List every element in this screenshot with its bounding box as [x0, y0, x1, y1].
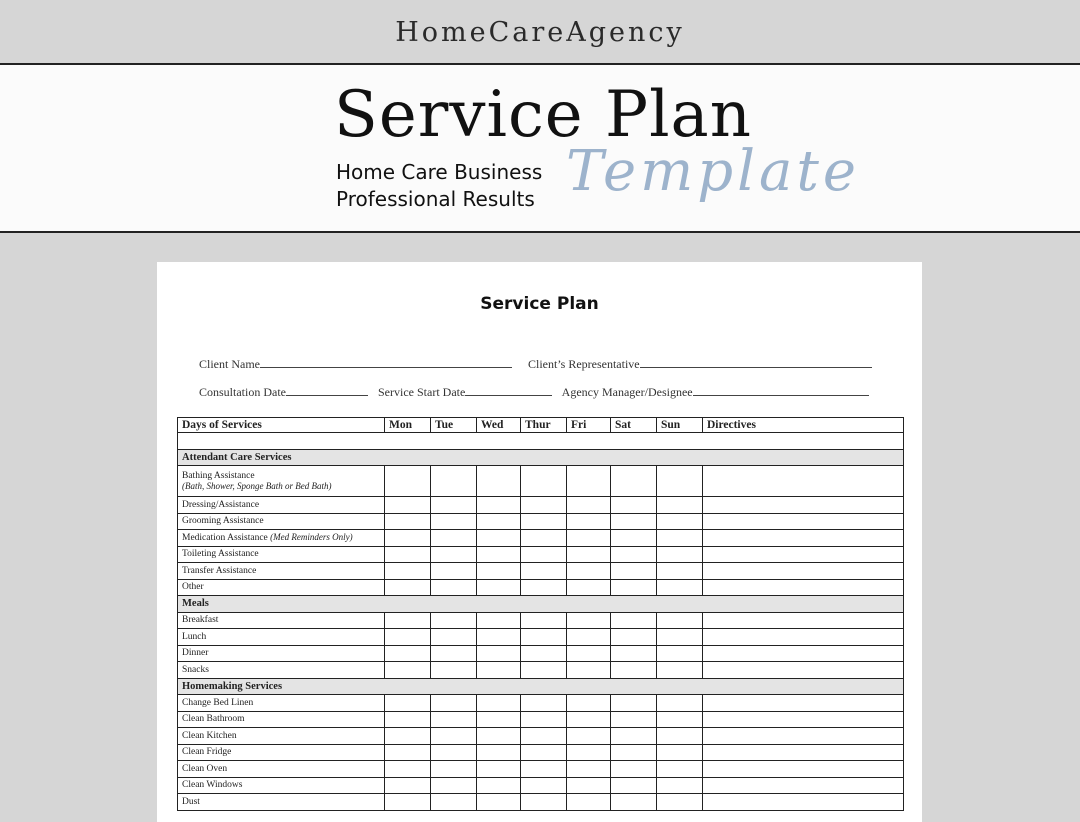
day-cell [477, 513, 521, 530]
day-cell [431, 497, 477, 514]
day-cell [431, 777, 477, 794]
banner-subtitle-line-2: Professional Results [336, 187, 535, 211]
table-body [178, 433, 904, 811]
table-row [178, 579, 904, 596]
service-label [178, 546, 385, 563]
service-label [178, 466, 385, 497]
section-title: Attendant Care Services [178, 449, 904, 466]
day-cell [477, 546, 521, 563]
day-cell [385, 695, 431, 712]
day-cell [567, 466, 611, 497]
day-cell [385, 662, 431, 679]
day-cell [477, 563, 521, 580]
day-cell [385, 546, 431, 563]
field-row-2 [199, 385, 869, 400]
day-cell [657, 612, 703, 629]
day-cell [567, 728, 611, 745]
section-header-row [178, 449, 904, 466]
day-cell [477, 662, 521, 679]
service-name: Toileting Assistance [182, 549, 259, 560]
service-note: (Bath, Shower, Sponge Bath or Bed Bath) [182, 480, 332, 491]
directives-cell [703, 695, 904, 712]
day-cell [521, 466, 567, 497]
day-cell [477, 645, 521, 662]
day-cell [521, 497, 567, 514]
directives-cell [703, 546, 904, 563]
day-cell [477, 728, 521, 745]
day-cell [477, 761, 521, 778]
service-label [178, 530, 385, 547]
day-cell [611, 497, 657, 514]
day-cell [521, 662, 567, 679]
day-cell [385, 530, 431, 547]
banner-subtitle [336, 159, 542, 213]
day-cell [657, 794, 703, 811]
day-cell [431, 513, 477, 530]
day-cell [567, 579, 611, 596]
directives-cell [703, 777, 904, 794]
day-cell [611, 777, 657, 794]
day-cell [431, 711, 477, 728]
service-label [178, 728, 385, 745]
table-row [178, 777, 904, 794]
service-label [178, 629, 385, 646]
day-cell [385, 497, 431, 514]
day-cell [611, 695, 657, 712]
service-name: Dinner [182, 648, 209, 659]
day-cell [611, 563, 657, 580]
day-cell [477, 777, 521, 794]
service-label [178, 645, 385, 662]
banner-script-word: Template [566, 139, 861, 204]
day-cell [431, 612, 477, 629]
service-label [178, 612, 385, 629]
day-cell [657, 629, 703, 646]
directives-cell [703, 497, 904, 514]
day-cell [385, 794, 431, 811]
day-cell [477, 744, 521, 761]
day-cell [385, 645, 431, 662]
day-cell [521, 711, 567, 728]
day-cell [567, 563, 611, 580]
service-note: (Med Reminders Only) [270, 532, 353, 543]
day-cell [385, 612, 431, 629]
day-cell [657, 546, 703, 563]
day-cell [611, 761, 657, 778]
service-name: Lunch [182, 631, 207, 642]
table-header-row [178, 418, 904, 433]
day-cell [567, 662, 611, 679]
day-cell [611, 513, 657, 530]
service-label [178, 761, 385, 778]
day-cell [477, 695, 521, 712]
service-name: Dust [182, 796, 200, 807]
day-cell [521, 777, 567, 794]
service-label [178, 497, 385, 514]
day-cell [611, 711, 657, 728]
col-days-of-services: Days of Services [178, 418, 385, 433]
day-cell [385, 579, 431, 596]
agency-manager-line [693, 385, 869, 396]
day-cell [657, 695, 703, 712]
day-cell [521, 645, 567, 662]
day-cell [431, 728, 477, 745]
table-row [178, 744, 904, 761]
day-cell [657, 513, 703, 530]
day-cell [431, 563, 477, 580]
day-cell [431, 546, 477, 563]
day-cell [611, 728, 657, 745]
table-row [178, 761, 904, 778]
day-cell [477, 794, 521, 811]
day-cell [521, 546, 567, 563]
day-cell [611, 794, 657, 811]
day-cell [431, 530, 477, 547]
table-row [178, 645, 904, 662]
table-row [178, 711, 904, 728]
service-name: Clean Fridge [182, 747, 232, 758]
consultation-date-line [286, 385, 368, 396]
banner-title: Service Plan [334, 78, 752, 152]
day-cell [385, 629, 431, 646]
service-label [178, 695, 385, 712]
directives-cell [703, 530, 904, 547]
table-row [178, 728, 904, 745]
day-cell [477, 466, 521, 497]
service-label [178, 563, 385, 580]
table-row [178, 497, 904, 514]
directives-cell [703, 728, 904, 745]
section-title: Homemaking Services [178, 678, 904, 695]
day-cell [477, 711, 521, 728]
day-cell [567, 695, 611, 712]
col-thur: Thur [521, 418, 567, 433]
day-cell [431, 662, 477, 679]
directives-cell [703, 744, 904, 761]
service-name: Clean Windows [182, 780, 243, 791]
service-name: Change Bed Linen [182, 697, 254, 708]
client-representative-label: Client’s Representative [527, 357, 640, 371]
client-name-label: Client Name [199, 357, 260, 371]
directives-cell [703, 612, 904, 629]
table-row [178, 466, 904, 497]
day-cell [657, 711, 703, 728]
day-cell [385, 711, 431, 728]
day-cell [431, 466, 477, 497]
service-start-date-label: Service Start Date [378, 385, 466, 399]
service-name: Clean Bathroom [182, 714, 245, 725]
service-label [178, 513, 385, 530]
day-cell [657, 777, 703, 794]
day-cell [385, 728, 431, 745]
day-cell [657, 728, 703, 745]
table-spacer-row [178, 433, 904, 450]
table-row [178, 612, 904, 629]
day-cell [521, 695, 567, 712]
col-sat: Sat [611, 418, 657, 433]
service-name: Bathing Assistance [182, 470, 255, 481]
directives-cell [703, 645, 904, 662]
day-cell [567, 530, 611, 547]
day-cell [611, 530, 657, 547]
service-name: Clean Oven [182, 763, 228, 774]
day-cell [477, 629, 521, 646]
consultation-date-label: Consultation Date [199, 385, 286, 399]
service-label [178, 777, 385, 794]
document-preview [157, 262, 922, 822]
day-cell [567, 794, 611, 811]
col-tue: Tue [431, 418, 477, 433]
directives-cell [703, 662, 904, 679]
day-cell [521, 563, 567, 580]
day-cell [521, 513, 567, 530]
service-name: Transfer Assistance [182, 565, 257, 576]
day-cell [431, 695, 477, 712]
directives-cell [703, 579, 904, 596]
col-mon: Mon [385, 418, 431, 433]
table-row [178, 662, 904, 679]
directives-cell [703, 513, 904, 530]
day-cell [567, 546, 611, 563]
section-header-row [178, 678, 904, 695]
client-name-line [260, 357, 512, 368]
directives-cell [703, 761, 904, 778]
service-name: Dressing/Assistance [182, 499, 260, 510]
day-cell [477, 612, 521, 629]
service-label [178, 711, 385, 728]
day-cell [521, 612, 567, 629]
directives-cell [703, 794, 904, 811]
service-name: Snacks [182, 664, 209, 675]
service-plan-table [177, 417, 904, 811]
service-name: Breakfast [182, 615, 219, 626]
table-row [178, 530, 904, 547]
table-row [178, 513, 904, 530]
day-cell [431, 761, 477, 778]
day-cell [431, 579, 477, 596]
day-cell [521, 579, 567, 596]
day-cell [657, 645, 703, 662]
agency-manager-label: Agency Manager/Designee [561, 385, 693, 399]
day-cell [431, 629, 477, 646]
day-cell [611, 612, 657, 629]
service-label [178, 744, 385, 761]
day-cell [657, 466, 703, 497]
day-cell [611, 662, 657, 679]
service-name: Other [182, 582, 204, 593]
banner-subtitle-line-1: Home Care Business [336, 160, 543, 184]
section-header-row [178, 596, 904, 613]
day-cell [657, 761, 703, 778]
service-name: Grooming Assistance [182, 516, 264, 527]
day-cell [611, 546, 657, 563]
day-cell [657, 497, 703, 514]
day-cell [521, 761, 567, 778]
day-cell [657, 579, 703, 596]
day-cell [477, 497, 521, 514]
service-name: Medication Assistance [182, 533, 268, 544]
service-label [178, 794, 385, 811]
directives-cell [703, 563, 904, 580]
day-cell [521, 530, 567, 547]
day-cell [431, 794, 477, 811]
service-label [178, 662, 385, 679]
banner [0, 63, 1080, 233]
col-wed: Wed [477, 418, 521, 433]
directives-cell [703, 711, 904, 728]
day-cell [567, 612, 611, 629]
table-row [178, 794, 904, 811]
day-cell [385, 466, 431, 497]
day-cell [385, 761, 431, 778]
day-cell [567, 645, 611, 662]
day-cell [567, 744, 611, 761]
day-cell [521, 744, 567, 761]
service-label [178, 579, 385, 596]
day-cell [385, 744, 431, 761]
col-fri: Fri [567, 418, 611, 433]
table-row [178, 546, 904, 563]
col-sun: Sun [657, 418, 703, 433]
day-cell [611, 466, 657, 497]
day-cell [385, 777, 431, 794]
day-cell [521, 629, 567, 646]
day-cell [567, 513, 611, 530]
section-title: Meals [178, 596, 904, 613]
document-title: Service Plan [480, 294, 599, 314]
table-row [178, 629, 904, 646]
day-cell [431, 744, 477, 761]
day-cell [657, 530, 703, 547]
day-cell [611, 579, 657, 596]
day-cell [611, 744, 657, 761]
day-cell [611, 629, 657, 646]
table-row [178, 695, 904, 712]
day-cell [567, 777, 611, 794]
day-cell [385, 563, 431, 580]
day-cell [521, 794, 567, 811]
day-cell [657, 662, 703, 679]
day-cell [611, 645, 657, 662]
directives-cell [703, 629, 904, 646]
client-representative-line [640, 357, 872, 368]
service-start-date-line [465, 385, 552, 396]
day-cell [657, 744, 703, 761]
day-cell [567, 761, 611, 778]
col-directives: Directives [703, 418, 904, 433]
day-cell [477, 579, 521, 596]
brand-name: HomeCareAgency [395, 16, 685, 48]
day-cell [521, 728, 567, 745]
day-cell [567, 711, 611, 728]
field-row-1 [199, 357, 872, 372]
day-cell [477, 530, 521, 547]
directives-cell [703, 466, 904, 497]
day-cell [385, 513, 431, 530]
service-name: Clean Kitchen [182, 730, 237, 741]
day-cell [567, 629, 611, 646]
day-cell [657, 563, 703, 580]
table-row [178, 563, 904, 580]
day-cell [431, 645, 477, 662]
day-cell [567, 497, 611, 514]
